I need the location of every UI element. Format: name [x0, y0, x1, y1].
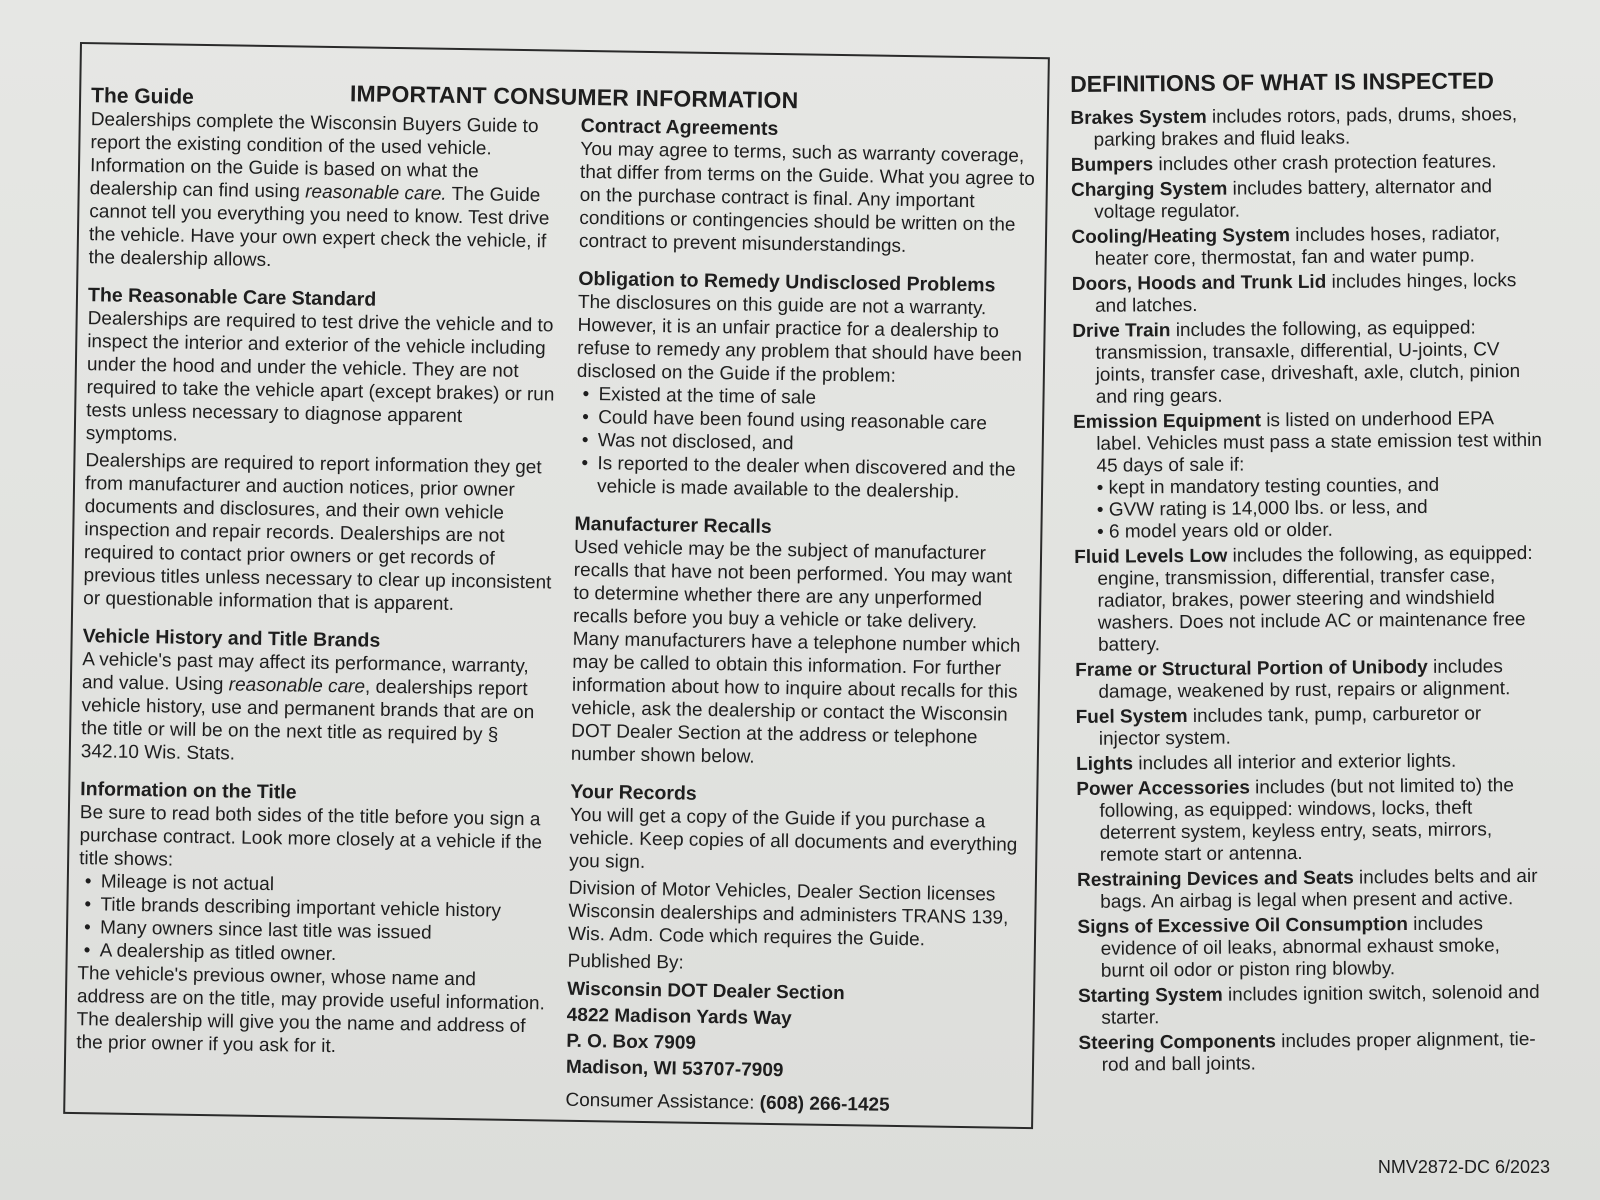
consumer-info-box	[63, 42, 1050, 1129]
guide-text: Dealerships complete the Wisconsin Buyers Guide to report the existing condition of the used vehicle. Information on the Guide is based on what the dealership can find using reasonable care. The Guide cannot tell you everything you need to know. Test drive the vehicle. Have your own expert check the vehicle, if the dealership allows.	[88, 109, 550, 272]
definition-term: Frame or Structural Portion of Unibody	[1075, 656, 1428, 681]
definition-text: includes (but not limited to) the following, as equipped: windows, locks, theft deterrent system, keyless entry, seats, mirrors, remote start or antenna.	[1099, 775, 1514, 866]
definition-text: includes evidence of oil leaks, abnormal exhaust smoke, burnt oil odor or piston ring blowby.	[1100, 913, 1500, 982]
contract-text: You may agree to terms, such as warranty coverage, that differ from terms on the Guide. What you agree to on the purchase contract is final. Any important conditions or contingencies should be written on the contract to prevent misunderstandings.	[578, 138, 1035, 258]
definition-text: includes the following, as equipped: transmission, transaxle, differential, U-joints, CV joints, transfer case, driveshaft, axle, clutch, pinion and ring gears.	[1095, 317, 1521, 408]
list-item: • Many owners since last title was issued	[78, 916, 548, 946]
recalls-heading: Manufacturer Recalls	[574, 512, 772, 538]
definition-text: includes hinges, locks and latches.	[1094, 270, 1517, 317]
definition-item	[1078, 982, 1548, 1030]
definition-term: Bumpers	[1070, 154, 1154, 176]
publisher-line: Wisconsin DOT Dealer Section	[567, 978, 845, 1005]
emission-bullet: • kept in mandatory testing counties, and	[1096, 474, 1440, 499]
list-item: • Could have been found using reasonable care	[576, 406, 1031, 436]
definition-term: Doors, Hoods and Trunk Lid	[1071, 271, 1327, 295]
section-contract	[579, 114, 1036, 260]
definition-item	[1078, 1029, 1548, 1077]
definition-text: includes damage, weakened by rust, repairs or alignment.	[1098, 656, 1511, 703]
definition-item	[1077, 913, 1548, 983]
form-code: NMV2872-DC 6/2023	[1377, 1157, 1550, 1177]
definition-item	[1076, 775, 1547, 867]
section-vehicle-history	[81, 624, 553, 770]
left-column	[76, 84, 561, 1061]
definition-term: Fluid Levels Low	[1074, 545, 1228, 568]
definition-term: Brakes System	[1070, 106, 1207, 129]
definition-text: includes all interior and exterior lights.	[1132, 750, 1457, 775]
definition-term: Lights	[1075, 753, 1134, 775]
contract-heading: Contract Agreements	[580, 114, 779, 140]
definition-term: Steering Components	[1078, 1031, 1276, 1054]
definition-text: includes hoses, radiator, heater core, thermostat, fan and water pump.	[1094, 223, 1501, 270]
definition-item	[1073, 408, 1544, 544]
definition-item	[1077, 866, 1547, 914]
definitions-heading: DEFINITIONS OF WHAT IS INSPECTED	[1070, 67, 1495, 97]
definition-term: Power Accessories	[1076, 777, 1250, 800]
box-title: IMPORTANT CONSUMER INFORMATION	[349, 80, 799, 114]
definition-term: Fuel System	[1075, 705, 1188, 728]
section-guide	[88, 84, 561, 276]
definition-term: Emission Equipment	[1072, 410, 1262, 433]
guide-emphasis: reasonable care.	[304, 181, 447, 205]
records-heading: Your Records	[570, 780, 697, 805]
emission-bullet: • 6 model years old or older.	[1096, 519, 1333, 543]
publisher-line: Madison, WI 53707-7909	[565, 1056, 784, 1082]
title-info-outro: The vehicle's previous owner, whose name and address are on the title, may provide useful information. The dealership will give you the name and address of the prior owner if you ask for it.	[76, 963, 545, 1058]
definition-item	[1075, 656, 1545, 704]
definition-term: Cooling/Heating System	[1071, 225, 1291, 248]
records-p1: You will get a copy of the Guide if you purchase a vehicle. Keep copies of all documents and everything you sign.	[569, 804, 1018, 873]
section-obligation	[575, 267, 1034, 505]
obligation-heading: Obligation to Remedy Undisclosed Problems	[578, 267, 996, 297]
list-item: • Title brands describing important vehicle history	[78, 893, 548, 923]
definition-text: includes other crash protection features.	[1153, 151, 1497, 176]
list-item: • Mileage is not actual	[79, 870, 549, 900]
middle-column	[565, 114, 1036, 1119]
section-recalls	[571, 512, 1030, 773]
list-item: • Is reported to the dealer when discovered and the vehicle is made available to the dealership.	[575, 452, 1031, 505]
definition-item	[1071, 176, 1541, 224]
recalls-text: Used vehicle may be the subject of manufacturer recalls that have not been performed. You may want to determine whether there are any unperformed recalls before you buy a vehicle or take delivery. Many manufacturers have a telephone number which may be called to obtain this information. For further information about how to inquire about recalls for this vehicle, ask the dealership or contact the Wisconsin DOT Dealer Section at the address or telephone number shown below.	[570, 536, 1021, 768]
reasonable-care-p1: Dealerships are required to test drive the vehicle and to inspect the interior and exterior of the vehicle including under the hood and under the vehicle. They are not required to take the vehicle apart (except brakes) or run tests unless necessary to diagnose apparent symptoms.	[85, 308, 555, 446]
definition-text: includes ignition switch, solenoid and starter.	[1101, 981, 1540, 1029]
definition-item	[1076, 703, 1546, 751]
definition-item	[1070, 104, 1540, 152]
title-info-list	[78, 870, 549, 969]
definition-item	[1076, 750, 1546, 776]
consumer-assistance: Consumer Assistance: (608) 266-1425	[565, 1089, 890, 1116]
list-item: • Existed at the time of sale	[576, 383, 1031, 413]
definition-text: includes tank, pump, carburetor or injector system.	[1098, 703, 1482, 750]
vehicle-history-heading: Vehicle History and Title Brands	[82, 625, 381, 652]
definition-term: Charging System	[1070, 178, 1228, 201]
history-emphasis: reasonable care	[228, 674, 366, 698]
definition-term: Starting System	[1077, 984, 1223, 1007]
reasonable-care-heading: The Reasonable Care Standard	[87, 284, 377, 311]
section-title-info	[76, 777, 550, 1061]
definition-item	[1071, 223, 1541, 271]
title-info-heading: Information on the Title	[80, 778, 297, 804]
obligation-list	[575, 383, 1032, 505]
definition-text: includes rotors, pads, drums, shoes, parking brakes and fluid leaks.	[1093, 104, 1518, 151]
title-info-intro: Be sure to read both sides of the title before you sign a purchase contract. Look more closely at a vehicle if the title shows:	[79, 802, 543, 871]
publisher-line: P. O. Box 7909	[566, 1030, 697, 1054]
emission-bullet: • GVW rating is 14,000 lbs. or less, and	[1096, 496, 1428, 521]
publisher-line: 4822 Madison Yards Way	[566, 1004, 792, 1030]
definition-text: includes proper alignment, tie-rod and ball joints.	[1101, 1028, 1536, 1076]
published-by: Published By:	[567, 950, 684, 974]
definitions-list	[1070, 104, 1548, 1077]
reasonable-care-p2: Dealerships are required to report information they get from manufacturer and auction notices, prior owner documents and disclosures, and their own vehicle inspection and repair records. Dealerships are not required to contact prior owners or get records of previous titles unless necessary to clear up inconsistent or questionable information that is apparent.	[83, 450, 552, 615]
publisher-address	[566, 977, 1023, 1088]
definition-term: Restraining Devices and Seats	[1076, 867, 1354, 891]
guide-heading: The Guide	[90, 84, 195, 109]
definition-text: includes belts and air bags. An airbag is legal when present and active.	[1100, 865, 1538, 913]
definition-text: includes the following, as equipped: engine, transmission, differential, transfer case, radiator, brakes, power steering and windshield washers. Does not include AC or maintenance free battery.	[1097, 542, 1533, 656]
list-item: • A dealership as titled owner.	[78, 939, 548, 969]
definition-item	[1072, 270, 1542, 318]
definition-item	[1071, 151, 1541, 177]
vehicle-history-text: A vehicle's past may affect its performance, warranty, and value. Using reasonable care, dealerships report vehicle history, use and permanent brands that are on the title or will be on the next title as required by § 342.10 Wis. Stats.	[80, 649, 535, 765]
definition-item	[1074, 543, 1545, 657]
assistance-phone: (608) 266-1425	[759, 1092, 890, 1116]
list-item: • Was not disclosed, and	[576, 429, 1031, 459]
definition-text: includes battery, alternator and voltage regulator.	[1094, 176, 1493, 223]
section-records	[565, 780, 1025, 1119]
definition-term: Signs of Excessive Oil Consumption	[1077, 914, 1409, 938]
definition-term: Drive Train	[1072, 320, 1171, 342]
records-p2: Division of Motor Vehicles, Dealer Section licenses Wisconsin dealerships and administers TRANS 139, Wis. Adm. Code which requires the Guide.	[567, 877, 1009, 951]
section-reasonable-care	[83, 283, 558, 617]
obligation-intro: The disclosures on this guide are not a warranty. However, it is an unfair practice for a dealership to refuse to remedy any problem that should have been disclosed on the Guide if the problem:	[576, 291, 1023, 387]
definitions-column	[1070, 66, 1549, 1080]
definition-text: is listed on underhood EPA label. Vehicles must pass a state emission test within 45 days of sale if:	[1096, 408, 1542, 477]
definition-item	[1072, 317, 1543, 409]
